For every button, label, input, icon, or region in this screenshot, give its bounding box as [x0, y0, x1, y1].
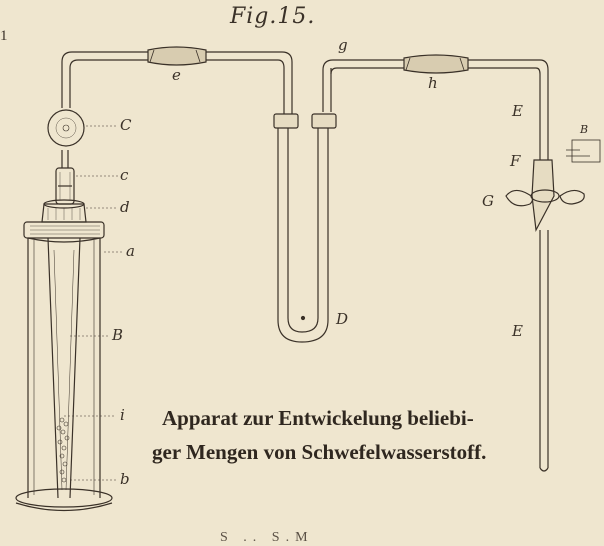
label-a: a — [126, 242, 135, 260]
inner-funnel — [48, 238, 80, 498]
label-c: c — [120, 166, 129, 184]
u-tube-D — [274, 68, 336, 342]
bottom-partial-text: S .. S.M — [220, 530, 314, 545]
label-i: i — [120, 406, 125, 424]
label-d: d — [120, 198, 130, 216]
label-B: B — [112, 326, 124, 344]
cylinder-B — [16, 222, 112, 511]
figure-title: Fig.15. — [230, 4, 316, 29]
label-G: G — [482, 192, 494, 210]
caption-line-2: ger Mengen von Schwefelwasserstoff. — [152, 440, 487, 464]
label-E-bottom: E — [512, 322, 523, 340]
label-C: C — [120, 116, 132, 134]
bulb-C — [48, 62, 84, 168]
label-b: b — [120, 470, 130, 488]
label-F: F — [510, 152, 521, 170]
caption-line-1: Apparat zur Entwickelung beliebi- — [162, 406, 474, 430]
stopper-d — [42, 200, 86, 222]
connector-c — [56, 168, 74, 204]
tube-E — [540, 236, 548, 471]
stopcock-F — [506, 160, 584, 236]
margin-mark: 1 — [0, 28, 8, 44]
corner-inset — [566, 140, 600, 162]
label-g: g — [338, 36, 348, 54]
label-h: h — [428, 74, 438, 92]
label-B-corner: B — [580, 123, 589, 136]
label-E-top: E — [512, 102, 523, 120]
label-D: D — [336, 310, 349, 328]
label-e: e — [172, 66, 181, 84]
